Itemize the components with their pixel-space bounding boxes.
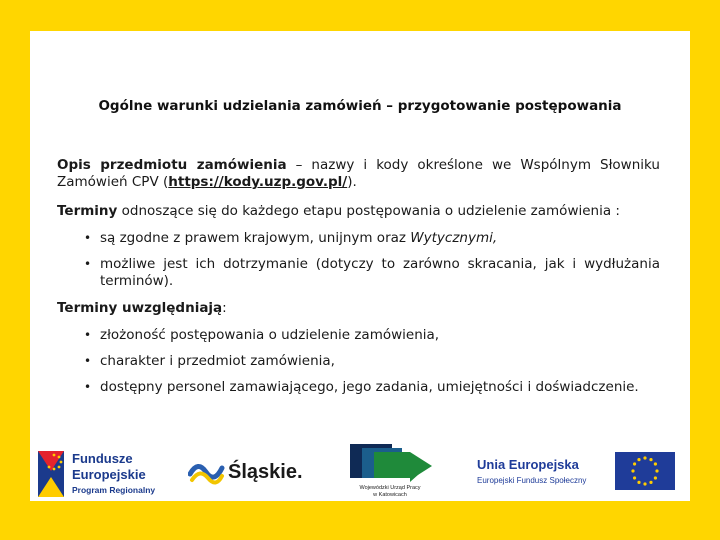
slaskie-logo xyxy=(188,450,313,490)
cpv-bold-term: Opis przedmiotu zamówienia xyxy=(57,157,287,173)
fundusze-europejskie-logo xyxy=(34,441,184,501)
slide-body xyxy=(57,157,660,406)
paragraph-terms xyxy=(57,203,660,220)
terms-bold-term: Terminy xyxy=(57,203,118,219)
list-item: • są zgodne z prawem krajowym, unijnym oraz Wytycznymi, xyxy=(57,230,660,247)
fe-line3: Program Regionalny xyxy=(72,485,156,495)
cpv-end: ). xyxy=(347,174,357,190)
wup-katowice-logo xyxy=(340,438,440,500)
ue-line1: Unia Europejska xyxy=(477,457,579,472)
list-item: • dostępny personel zamawiającego, jego zadania, umiejętności i doświadczenie. xyxy=(57,379,660,396)
consider-end: : xyxy=(222,300,227,316)
logo-bar xyxy=(30,436,690,501)
list-item: • możliwe jest ich dotrzymanie (dotyczy to zarówno skracania, jak i wydłużania terminów). xyxy=(57,256,660,290)
cpv-link[interactable]: https://kody.uzp.gov.pl/ xyxy=(168,174,348,190)
italic-term: Wytycznymi, xyxy=(410,230,498,246)
slaskie-text: Śląskie. xyxy=(228,461,303,483)
fe-line1: Fundusze xyxy=(72,451,133,466)
unia-europejska-logo xyxy=(472,446,682,491)
consider-list xyxy=(57,327,660,396)
slide-title: Ogólne warunki udzielania zamówień – przygotowanie postępowania xyxy=(98,98,622,114)
paragraph-consider xyxy=(57,300,660,317)
list-item: • charakter i przedmiot zamówienia, xyxy=(57,353,660,370)
paragraph-cpv xyxy=(57,157,660,191)
cpv-text: – nazwy i kody określone we Wspólnym Słowniku Zamówień CPV ( xyxy=(57,157,660,190)
list-item: • złożoność postępowania o udzielenie zamówienia, xyxy=(57,327,660,344)
ue-line2: Europejski Fundusz Społeczny xyxy=(477,476,587,485)
consider-bold-term: Terminy uwzględniają xyxy=(57,300,223,316)
wup-line1: Wojewódzki Urząd Pracy xyxy=(359,485,421,491)
terms-text: odnoszące się do każdego etapu postępowania o udzielenie zamówienia : xyxy=(117,203,620,219)
slide xyxy=(30,31,690,501)
terms-list xyxy=(57,230,660,290)
wup-line2: w Katowicach xyxy=(373,492,407,498)
fe-line2: Europejskie xyxy=(72,467,146,482)
